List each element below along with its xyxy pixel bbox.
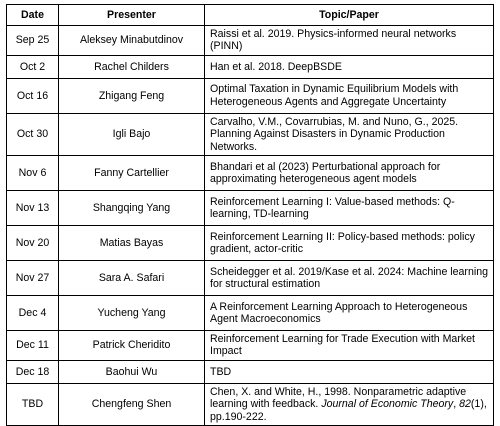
presenter-cell: Matias Bayas	[59, 226, 205, 261]
citation-separator: ,	[453, 398, 460, 411]
table-row	[7, 191, 494, 226]
date-cell: Sep 25	[7, 26, 59, 56]
date-cell: Dec 18	[7, 360, 59, 383]
topic-cell: Optimal Taxation in Dynamic Equilibrium Models with Heterogeneous Agents and Aggregate Uncertainty	[205, 78, 494, 113]
table-row	[7, 383, 494, 425]
presenter-cell: Igli Bajo	[59, 113, 205, 155]
topic-cell: Scheidegger et al. 2019/Kase et al. 2024: Machine learning for structural estimation	[205, 261, 494, 296]
presenter-cell: Zhigang Feng	[59, 78, 205, 113]
schedule-table	[6, 4, 494, 426]
citation-pages: (1), pp.190-222.	[210, 398, 487, 423]
date-cell: Oct 16	[7, 78, 59, 113]
journal-name: Journal of Economic Theory	[321, 398, 454, 411]
presenter-cell: Patrick Cheridito	[59, 331, 205, 361]
table-row	[7, 26, 494, 56]
topic-cell: Reinforcement Learning for Trade Execution with Market Impact	[205, 331, 494, 361]
header-topic: Topic/Paper	[205, 5, 494, 26]
table-row	[7, 55, 494, 78]
presenter-cell: Rachel Childers	[59, 55, 205, 78]
date-cell: Dec 11	[7, 331, 59, 361]
presenter-cell: Shangqing Yang	[59, 191, 205, 226]
table-row	[7, 360, 494, 383]
topic-cell: Han et al. 2018. DeepBSDE	[205, 55, 494, 78]
date-cell: TBD	[7, 383, 59, 425]
date-cell: Nov 6	[7, 156, 59, 191]
date-cell: Oct 30	[7, 113, 59, 155]
topic-cell: TBD	[205, 360, 494, 383]
topic-cell: Raissi et al. 2019. Physics-informed neural networks (PINN)	[205, 26, 494, 56]
table-row	[7, 296, 494, 331]
journal-volume: 82	[459, 398, 471, 411]
table-row	[7, 226, 494, 261]
topic-cell: Carvalho, V.M., Covarrubias, M. and Nuno, G., 2025. Planning Against Disasters in Dynamic Production Networks.	[205, 113, 494, 155]
date-cell: Nov 27	[7, 261, 59, 296]
topic-cell: Reinforcement Learning II: Policy-based methods: policy gradient, actor-critic	[205, 226, 494, 261]
table-row	[7, 261, 494, 296]
table-row	[7, 113, 494, 155]
presenter-cell: Aleksey Minabutdinov	[59, 26, 205, 56]
header-date: Date	[7, 5, 59, 26]
presenter-cell: Yucheng Yang	[59, 296, 205, 331]
topic-cell: A Reinforcement Learning Approach to Heterogeneous Agent Macroeconomics	[205, 296, 494, 331]
presenter-cell: Fanny Cartellier	[59, 156, 205, 191]
date-cell: Dec 4	[7, 296, 59, 331]
header-presenter: Presenter	[59, 5, 205, 26]
header-row	[7, 5, 494, 26]
presenter-cell: Baohui Wu	[59, 360, 205, 383]
citation-text: Chen, X. and White, H., 1998. Nonparametric adaptive learning with feedback.	[210, 385, 467, 411]
presenter-cell: Chengfeng Shen	[59, 383, 205, 425]
date-cell: Nov 20	[7, 226, 59, 261]
table-row	[7, 78, 494, 113]
topic-cell: Bhandari et al (2023) Perturbational approach for approximating heterogeneous agent models	[205, 156, 494, 191]
table-row	[7, 331, 494, 361]
topic-cell	[205, 383, 494, 425]
date-cell: Nov 13	[7, 191, 59, 226]
table-row	[7, 156, 494, 191]
presenter-cell: Sara A. Safari	[59, 261, 205, 296]
topic-cell: Reinforcement Learning I: Value-based methods: Q-learning, TD-learning	[205, 191, 494, 226]
date-cell: Oct 2	[7, 55, 59, 78]
